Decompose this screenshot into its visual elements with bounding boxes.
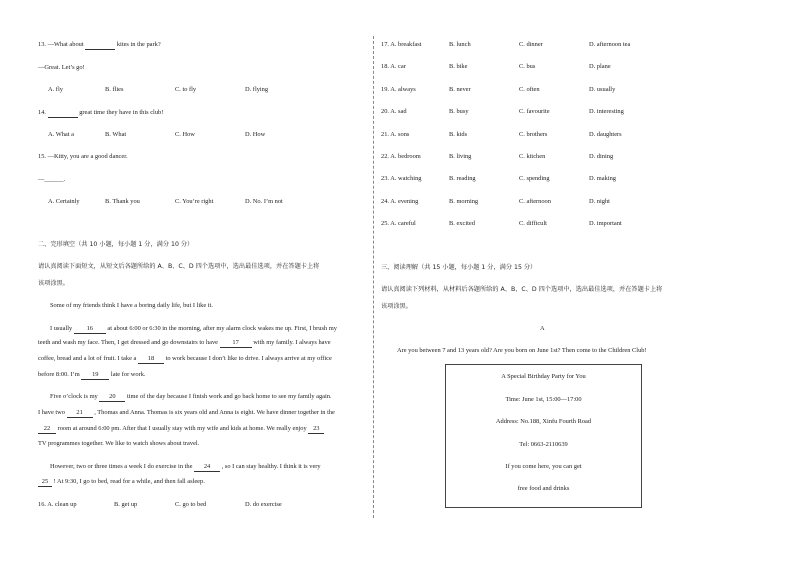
passage-p2-line2	[38, 339, 331, 348]
section3-title: 三、阅读理解（共 15 小题，每小题 1 分，满分 15 分）	[381, 264, 537, 271]
blank-number: 21	[76, 409, 83, 416]
text: room at around 6:00 pm. After that I usually stay with my wife and kids at home. We really enjoy	[57, 425, 307, 432]
option-b[interactable]: B. reading	[449, 175, 476, 183]
blank-number: 20	[109, 393, 116, 400]
text: I usually	[50, 325, 73, 332]
text: with my family. I always have	[253, 339, 331, 346]
q13-blank[interactable]	[85, 41, 115, 50]
option-b[interactable]: B. lunch	[449, 41, 471, 48]
birthday-poster	[445, 364, 642, 508]
poster-offer-line1: If you come here, you can get	[505, 463, 582, 470]
q13-option-b[interactable]: B. flies	[105, 86, 124, 93]
poster-tel: Tel: 0663-2110639	[519, 441, 568, 448]
option-d[interactable]: D. plane	[589, 63, 611, 71]
option-c[interactable]: C. afternoon	[519, 197, 551, 205]
poster-title: A Special Birthday Party for You	[501, 373, 586, 380]
option-c[interactable]: C. dinner	[519, 41, 543, 48]
option-b[interactable]: B. never	[449, 85, 471, 93]
section2-instruction-cont: 该项涂黑。	[38, 280, 69, 287]
option-c[interactable]: C. favourite	[519, 108, 550, 116]
q15-line2: —______.	[38, 176, 66, 183]
passage-intro: Are you between 7 and 13 years old? Are you born on June 1st? Then come to the Children Club!	[397, 347, 647, 354]
q14-option-a[interactable]: A. What a	[48, 131, 74, 138]
q16-option-d[interactable]: D. do exercise	[245, 501, 282, 508]
option-a[interactable]: 23. A. watching	[381, 175, 422, 183]
blank-23[interactable]	[308, 425, 324, 434]
q14-option-b[interactable]: B. What	[105, 131, 127, 138]
q13-option-d[interactable]: D. flying	[245, 86, 269, 93]
option-d[interactable]: D. interesting	[589, 108, 624, 116]
option-d[interactable]: D. afternoon tea	[589, 41, 631, 48]
blank-number: 16	[86, 325, 93, 332]
blank-number: 25	[41, 478, 49, 485]
option-d[interactable]: D. important	[589, 220, 622, 228]
text: , so I can stay healthy. I think it is very	[221, 463, 321, 470]
poster-time: Time: June 1st, 15:00—17:00	[505, 396, 582, 403]
q15-line1: 15. —Kitty, you are a good dancer.	[38, 153, 128, 160]
q15-option-c[interactable]: C. You’re right	[175, 198, 214, 205]
passage-p4-line1	[50, 463, 321, 472]
passage-p2-line3	[38, 355, 332, 364]
q15-option-a[interactable]: A. Certainly	[48, 198, 80, 205]
blank-22[interactable]	[38, 425, 56, 434]
blank-16[interactable]	[74, 325, 106, 334]
option-b[interactable]: B. bike	[449, 63, 468, 71]
option-a[interactable]: 22. A. bedroom	[381, 153, 421, 160]
blank-24[interactable]	[194, 463, 220, 472]
option-d[interactable]: D. usually	[589, 85, 616, 93]
option-a[interactable]: 20. A. sad	[381, 108, 407, 116]
passage-p2-line4	[38, 371, 146, 380]
q15-option-b[interactable]: B. Thank you	[105, 198, 140, 205]
option-c[interactable]: C. kitchen	[519, 153, 546, 160]
text: before 8:00. I’m	[38, 371, 80, 378]
option-b[interactable]: B. busy	[449, 108, 469, 116]
passage-p3-line3	[38, 425, 324, 434]
q14-option-c[interactable]: C. How	[175, 131, 195, 138]
blank-number: 23	[313, 425, 320, 432]
q16-option-a[interactable]: 16. A. clean up	[38, 501, 77, 508]
option-b[interactable]: B. kids	[449, 130, 468, 138]
q14-blank[interactable]	[48, 109, 78, 118]
q13-post: kites in the park?	[116, 41, 161, 48]
option-d[interactable]: D. dining	[589, 153, 614, 160]
option-a[interactable]: 21. A. sons	[381, 130, 410, 138]
text: ! At 9:30, I go to bed, read for a while, and then fall asleep.	[53, 478, 205, 485]
section2-instruction: 请认真阅读下面短文，从短文后各题所给的 A、B、C、D 四个选项中，选出最佳选项，并在答题卡上将	[38, 263, 320, 270]
option-a[interactable]: 17. A. breakfast	[381, 41, 422, 48]
passage-p2-line1	[50, 325, 337, 334]
option-c[interactable]: C. bus	[519, 63, 536, 71]
passage-p4-line2	[38, 478, 205, 487]
section3-instruction-cont: 该项涂黑。	[381, 303, 412, 310]
blank-20[interactable]	[99, 393, 125, 402]
text: Five o’clock is my	[50, 393, 98, 400]
blank-number: 24	[203, 463, 211, 470]
text: late for work.	[110, 371, 146, 378]
q13-line	[38, 41, 161, 50]
text: teeth and wash my face. Then, I get dressed and go downstairs to have	[38, 339, 219, 346]
text: However, two or three times a week I do exercise in the	[50, 463, 193, 470]
q16-option-c[interactable]: C. go to bed	[175, 501, 207, 508]
passage-p3-line2	[38, 409, 335, 418]
blank-number: 22	[43, 425, 51, 432]
q13-reply: —Great. Let’s go!	[38, 64, 85, 71]
column-divider	[373, 36, 374, 518]
option-a[interactable]: 19. A. always	[381, 85, 416, 93]
blank-25[interactable]	[38, 478, 52, 487]
option-d[interactable]: D. making	[589, 175, 616, 183]
poster-offer-line2: free food and drinks	[517, 485, 570, 492]
blank-21[interactable]	[67, 409, 93, 418]
passage-p1: Some of my friends think I have a boring daily life, but I like it.	[50, 302, 213, 309]
q14-line	[38, 109, 163, 118]
q14-num: 14.	[38, 109, 46, 116]
text: coffee, bread and a lot of fruit. I take a	[38, 355, 137, 362]
text: , Thomas and Anna. Thomas is six years old and Anna is eight. We have dinner together in the	[94, 409, 335, 416]
q14-post: great time they have in this club!	[79, 109, 164, 116]
option-c[interactable]: C. difficult	[519, 220, 547, 228]
blank-19[interactable]	[81, 371, 109, 380]
blank-number: 18	[147, 355, 155, 362]
passage-p3-line4: TV programmes together. We like to watch shows about travel.	[38, 440, 200, 447]
q14-option-d[interactable]: D. How	[245, 131, 266, 138]
option-d[interactable]: D. night	[589, 197, 610, 205]
q16-option-b[interactable]: B. get up	[114, 501, 138, 508]
option-c[interactable]: C. often	[519, 85, 540, 93]
text: at about 6:00 or 6:30 in the morning, after my alarm clock wakes me up. First, I brush my	[107, 325, 337, 332]
section2-title: 二、完形填空（共 10 小题，每小题 1 分，满分 10 分）	[38, 241, 194, 248]
option-a[interactable]: 18. A. car	[381, 63, 406, 71]
blank-number: 17	[232, 339, 239, 346]
blank-18[interactable]	[138, 355, 164, 364]
blank-number: 19	[92, 371, 99, 378]
q15-option-d[interactable]: D. No. I’m not	[245, 198, 283, 205]
option-a[interactable]: 24. A. evening	[381, 197, 419, 205]
blank-17[interactable]	[220, 339, 252, 348]
q13-pre: 13. —What about	[38, 41, 84, 48]
option-b[interactable]: B. excited	[449, 220, 475, 228]
passage-p3-line1	[50, 393, 332, 402]
poster-address: Address: No.188, Xinfu Fourth Road	[495, 418, 592, 425]
text: to work because I don’t like to drive. I always arrive at my office	[165, 355, 332, 362]
option-b[interactable]: B. living	[449, 153, 472, 160]
option-d[interactable]: D. daughters	[589, 130, 622, 138]
option-a[interactable]: 25. A. careful	[381, 220, 416, 228]
q13-option-a[interactable]: A. fly	[48, 86, 63, 93]
text: I have two	[38, 409, 65, 416]
text: time of the day because I finish work and go back home to see my family again.	[126, 393, 332, 400]
option-c[interactable]: C. brothers	[519, 130, 548, 138]
q13-option-c[interactable]: C. to fly	[175, 86, 197, 93]
option-c[interactable]: C. spending	[519, 175, 550, 183]
option-b[interactable]: B. morning	[449, 197, 479, 205]
passage-label: A	[540, 325, 545, 332]
section3-instruction: 请认真阅读下列材料，从材料后各题所给的 A、B、C、D 四个选项中，选出最佳选项，并在答题卡上将	[381, 286, 663, 293]
